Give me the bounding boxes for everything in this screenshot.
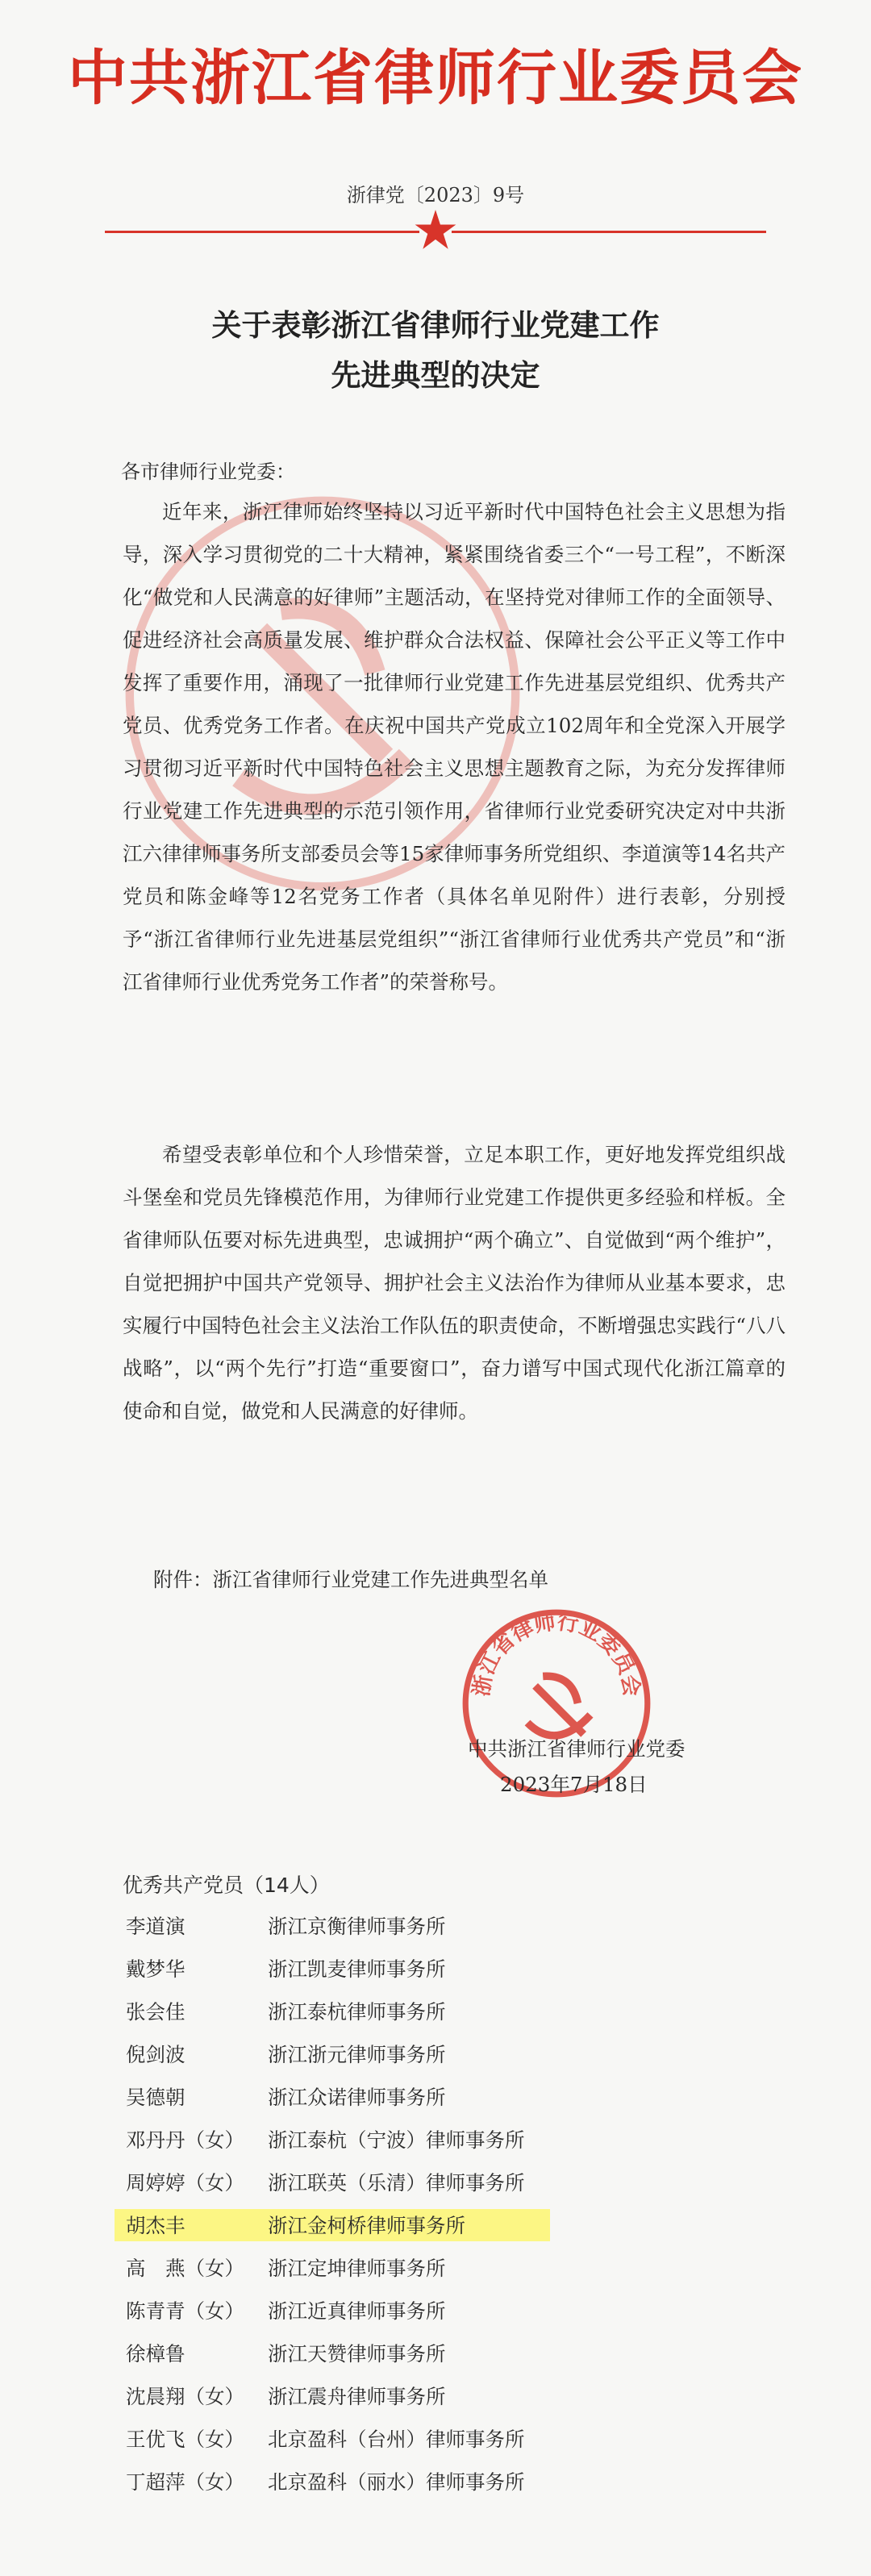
member-name: 吴德朝 [126, 2086, 185, 2109]
document-title [0, 300, 871, 400]
member-firm: 浙江众诺律师事务所 [268, 2086, 446, 2109]
roster-row [123, 2161, 736, 2204]
member-name: 徐樟鲁 [126, 2342, 185, 2366]
member-firm: 浙江凯麦律师事务所 [268, 1957, 446, 1981]
body-paragraph-1: 近年来，浙江律师始终坚持以习近平新时代中国特色社会主义思想为指导，深入学习贯彻党的二十大精神，紧紧围绕省委三个“一号工程”，不断深化“做党和人民满意的好律师”主题活动，在坚持党对律师工作的全面领导、促进经济社会高质量发展、维护群众合法权益、保障社会公平正义等工作中发挥了重要作用，涌现了一批律师行业党建工作先进基层党组织、优秀共产党员、优秀党务工作者。在庆祝中国共产党成立102周年和全党深入开展学习贯彻习近平新时代中国特色社会主义思想主题教育之际，为充分发挥律师行业党建工作先进典型的示范引领作用，省律师行业党委研究决定对中共浙江六律律师事务所支部委员会等15家律师事务所党组织、李道演等14名共产党员和陈金峰等12名党务工作者（具体名单见附件）进行表彰，分别授予“浙江省律师行业先进基层党组织”“浙江省律师行业优秀共产党员”和“浙江省律师行业优秀党务工作者”的荣誉称号。 [123, 500, 786, 994]
roster-row [123, 2033, 736, 2076]
member-name: 邓丹丹（女） [126, 2128, 244, 2152]
svg-text:浙江省律师行业委员会: 浙江省律师行业委员会 [469, 1609, 644, 1699]
signer-org: 中共浙江省律师行业党委 [468, 1737, 686, 1761]
org-title: 中共浙江省律师行业委员会 [68, 44, 803, 113]
member-firm: 北京盈科（台州）律师事务所 [268, 2428, 525, 2451]
red-divider-left [105, 231, 419, 233]
member-name: 沈晨翔（女） [126, 2385, 244, 2408]
member-name: 陈青青（女） [126, 2299, 244, 2323]
member-firm: 浙江泰杭律师事务所 [268, 2000, 446, 2024]
member-firm: 浙江定坤律师事务所 [268, 2257, 446, 2280]
roster-row [123, 2461, 736, 2503]
member-name: 丁超萍（女） [126, 2470, 244, 2494]
roster-row [123, 2375, 736, 2418]
sign-date: 2023年7月18日 [500, 1773, 648, 1796]
roster-row [123, 2332, 736, 2375]
salutation: 各市律师行业党委： [121, 461, 295, 483]
roster-list [123, 1905, 736, 2503]
member-firm: 浙江联英（乐清）律师事务所 [268, 2171, 525, 2195]
title-line-1: 关于表彰浙江省律师行业党建工作 [211, 307, 660, 343]
member-firm: 浙江震舟律师事务所 [268, 2385, 446, 2408]
member-name: 倪剑波 [126, 2043, 185, 2066]
roster-row [123, 2076, 736, 2119]
roster-row [123, 1948, 736, 1990]
member-name: 张会佳 [126, 2000, 185, 2024]
red-star-icon [414, 208, 457, 252]
red-divider-right [452, 231, 766, 233]
roster-row [123, 2119, 736, 2161]
member-name: 周婷婷（女） [126, 2171, 244, 2195]
member-name: 胡杰丰 [126, 2214, 185, 2237]
body-paragraph-2: 希望受表彰单位和个人珍惜荣誉，立足本职工作，更好地发挥党组织战斗堡垒和党员先锋模范作用，为律师行业党建工作提供更多经验和样板。全省律师队伍要对标先进典型，忠诚拥护“两个确立”、自觉做到“两个维护”，自觉把拥护中国共产党领导、拥护社会主义法治作为律师从业基本要求，忠实履行中国特色社会主义法治工作队伍的职责使命，不断增强忠实践行“八八战略”，以“两个先行”打造“重要窗口”，奋力谱写中国式现代化浙江篇章的使命和自觉，做党和人民满意的好律师。 [123, 1143, 786, 1423]
member-firm: 北京盈科（丽水）律师事务所 [268, 2470, 525, 2494]
attachment-note: 附件：浙江省律师行业党建工作先进典型名单 [153, 1568, 548, 1591]
member-name: 戴梦华 [126, 1957, 185, 1981]
document-number: 浙律党〔2023〕9号 [346, 184, 525, 206]
roster-row [123, 1905, 736, 1948]
roster-heading: 优秀共产党员（14人） [123, 1874, 330, 1897]
roster-row [123, 2290, 736, 2332]
member-firm: 浙江京衡律师事务所 [268, 1915, 446, 1938]
member-name: 王优飞（女） [126, 2428, 244, 2451]
member-firm: 浙江天赞律师事务所 [268, 2342, 446, 2366]
member-firm: 浙江浙元律师事务所 [268, 2043, 446, 2066]
member-name: 高 燕（女） [126, 2257, 244, 2280]
roster-row [123, 2418, 736, 2461]
member-firm: 浙江近真律师事务所 [268, 2299, 446, 2323]
title-line-2: 先进典型的决定 [331, 357, 540, 393]
roster-row [123, 2204, 736, 2247]
member-firm: 浙江泰杭（宁波）律师事务所 [268, 2128, 525, 2152]
roster-row [123, 1990, 736, 2033]
member-firm: 浙江金柯桥律师事务所 [268, 2214, 465, 2237]
roster-row [123, 2247, 736, 2290]
member-name: 李道演 [126, 1915, 185, 1938]
